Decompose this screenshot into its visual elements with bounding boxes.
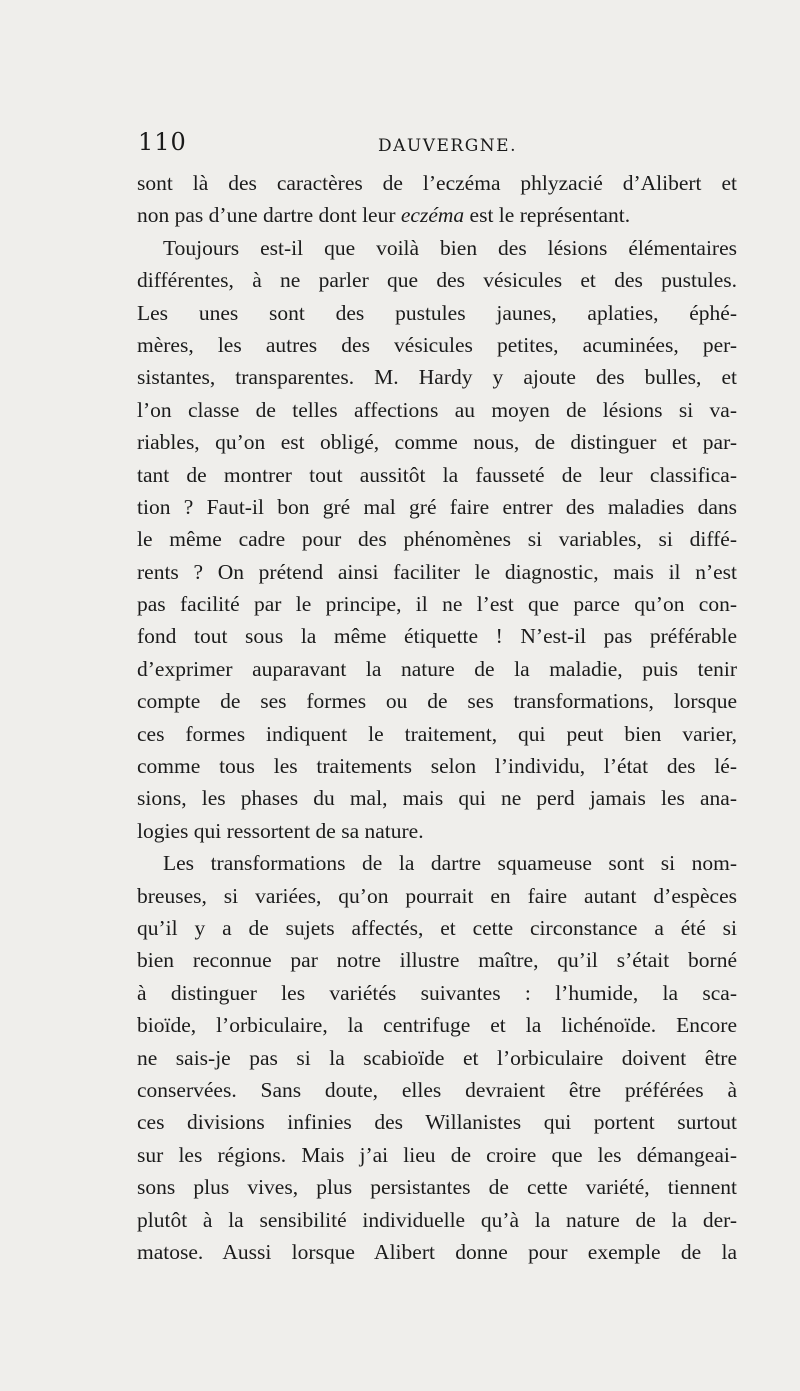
text-line: sont là des caractères de l’eczéma phlyzacié d’Alibert et	[137, 171, 737, 195]
text-line: pas facilité par le principe, il ne l’est que parce qu’on con-	[137, 592, 737, 617]
page-header	[138, 128, 738, 162]
text-line: à distinguer les variétés suivantes : l’humide, la sca-	[137, 980, 737, 1005]
text-line: non pas d’une dartre dont leur eczéma est le représentant.	[137, 203, 631, 228]
text-line: sions, les phases du mal, mais qui ne perd jamais les ana-	[137, 786, 737, 811]
text-line: sistantes, transparentes. M. Hardy y ajoute des bulles, et	[137, 365, 737, 390]
text-line: ces divisions infinies des Willanistes qui portent surtout	[137, 1110, 737, 1135]
text-line: le même cadre pour des phénomènes si variables, si diffé-	[137, 527, 737, 552]
text-line: compte de ses formes ou de ses transformations, lorsque	[137, 689, 737, 714]
emphasized-word: eczéma	[400, 203, 465, 228]
text-line: rents ? On prétend ainsi faciliter le diagnostic, mais il n’est	[137, 559, 737, 584]
body-text	[137, 167, 737, 1268]
text-line: Les transformations de la dartre squameuse sont si nom-	[163, 851, 737, 876]
text-line: d’exprimer auparavant la nature de la maladie, puis tenir	[137, 656, 737, 681]
text-line: tion ? Faut-il bon gré mal gré faire entrer des maladies dans	[137, 494, 737, 519]
text-line: sur les régions. Mais j’ai lieu de croire que les démangeai-	[137, 1142, 737, 1167]
text-line: ces formes indiquent le traitement, qui peut bien varier,	[137, 721, 737, 746]
text-line: différentes, à ne parler que des vésicules et des pustules.	[137, 268, 737, 293]
text-line: riables, qu’on est obligé, comme nous, de distinguer et par-	[137, 430, 737, 455]
text-line: comme tous les traitements selon l’individu, l’état des lé-	[137, 754, 737, 779]
text-line: matose. Aussi lorsque Alibert donne pour exemple de la	[137, 1239, 737, 1264]
text-line: l’on classe de telles affections au moyen de lésions si va-	[137, 397, 737, 422]
text-line: logies qui ressortent de sa nature.	[137, 818, 424, 843]
text-line: fond tout sous la même étiquette ! N’est-il pas préférable	[137, 624, 737, 649]
text-line: breuses, si variées, qu’on pourrait en faire autant d’espèces	[137, 883, 737, 908]
running-head: DAUVERGNE.	[378, 136, 517, 156]
page-number: 110	[138, 128, 187, 156]
text-line: mères, les autres des vésicules petites, acuminées, per-	[137, 332, 737, 357]
text-line: bioïde, l’orbiculaire, la centrifuge et la lichénoïde. Encore	[137, 1013, 737, 1038]
text-line: Toujours est-il que voilà bien des lésions élémentaires	[163, 235, 737, 260]
text-line: plutôt à la sensibilité individuelle qu’à la nature de la der-	[137, 1207, 737, 1232]
text-line: sons plus vives, plus persistantes de cette variété, tiennent	[137, 1175, 737, 1200]
text-line: qu’il y a de sujets affectés, et cette circonstance a été si	[137, 915, 737, 940]
text-line: bien reconnue par notre illustre maître, qu’il s’était borné	[137, 948, 737, 973]
text-line: conservées. Sans doute, elles devraient être préférées à	[137, 1077, 737, 1102]
text-line: tant de montrer tout aussitôt la fausseté de leur classifica-	[137, 462, 737, 487]
text-line: ne sais-je pas si la scabioïde et l’orbiculaire doivent être	[137, 1045, 737, 1070]
text-line: Les unes sont des pustules jaunes, aplaties, éphé-	[137, 300, 737, 325]
